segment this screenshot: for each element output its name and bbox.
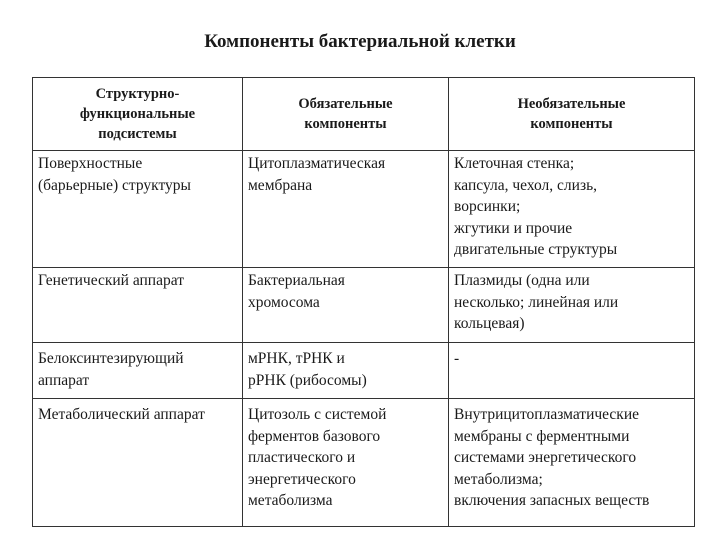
- table-row: [33, 343, 695, 399]
- header-optional-components: Необязательные компоненты: [449, 78, 695, 151]
- header-subsystems: Структурно- функциональные подсистемы: [33, 78, 243, 151]
- page-title: Компоненты бактериальной клетки: [204, 31, 516, 52]
- table-cell-subsystem: Генетический аппарат: [33, 268, 243, 343]
- table-cell-required: Бактериальная хромосома: [243, 268, 449, 343]
- table-header-row: [33, 78, 695, 151]
- header-required-components: Обязательные компоненты: [243, 78, 449, 151]
- components-table: [32, 77, 695, 527]
- table-cell-optional: Клеточная стенка; капсула, чехол, слизь, ворсинки; жгутики и прочие двигательные структуры: [449, 151, 695, 268]
- table-row: [33, 268, 695, 343]
- table-cell-optional: -: [449, 343, 695, 399]
- table-row: [33, 399, 695, 527]
- table-cell-subsystem: Поверхностные (барьерные) структуры: [33, 151, 243, 268]
- table-cell-required: мРНК, тРНК и рРНК (рибосомы): [243, 343, 449, 399]
- table-cell-subsystem: Белоксинтезирующий аппарат: [33, 343, 243, 399]
- table-cell-optional: Внутрицитоплазматические мембраны с ферментными системами энергетического метаболизма; включения запасных веществ: [449, 399, 695, 527]
- table-cell-optional: Плазмиды (одна или несколько; линейная или кольцевая): [449, 268, 695, 343]
- table-cell-subsystem: Метаболический аппарат: [33, 399, 243, 527]
- table-cell-required: Цитозоль с системой ферментов базового пластического и энергетического метаболизма: [243, 399, 449, 527]
- table-row: [33, 151, 695, 268]
- table-cell-required: Цитоплазматическая мембрана: [243, 151, 449, 268]
